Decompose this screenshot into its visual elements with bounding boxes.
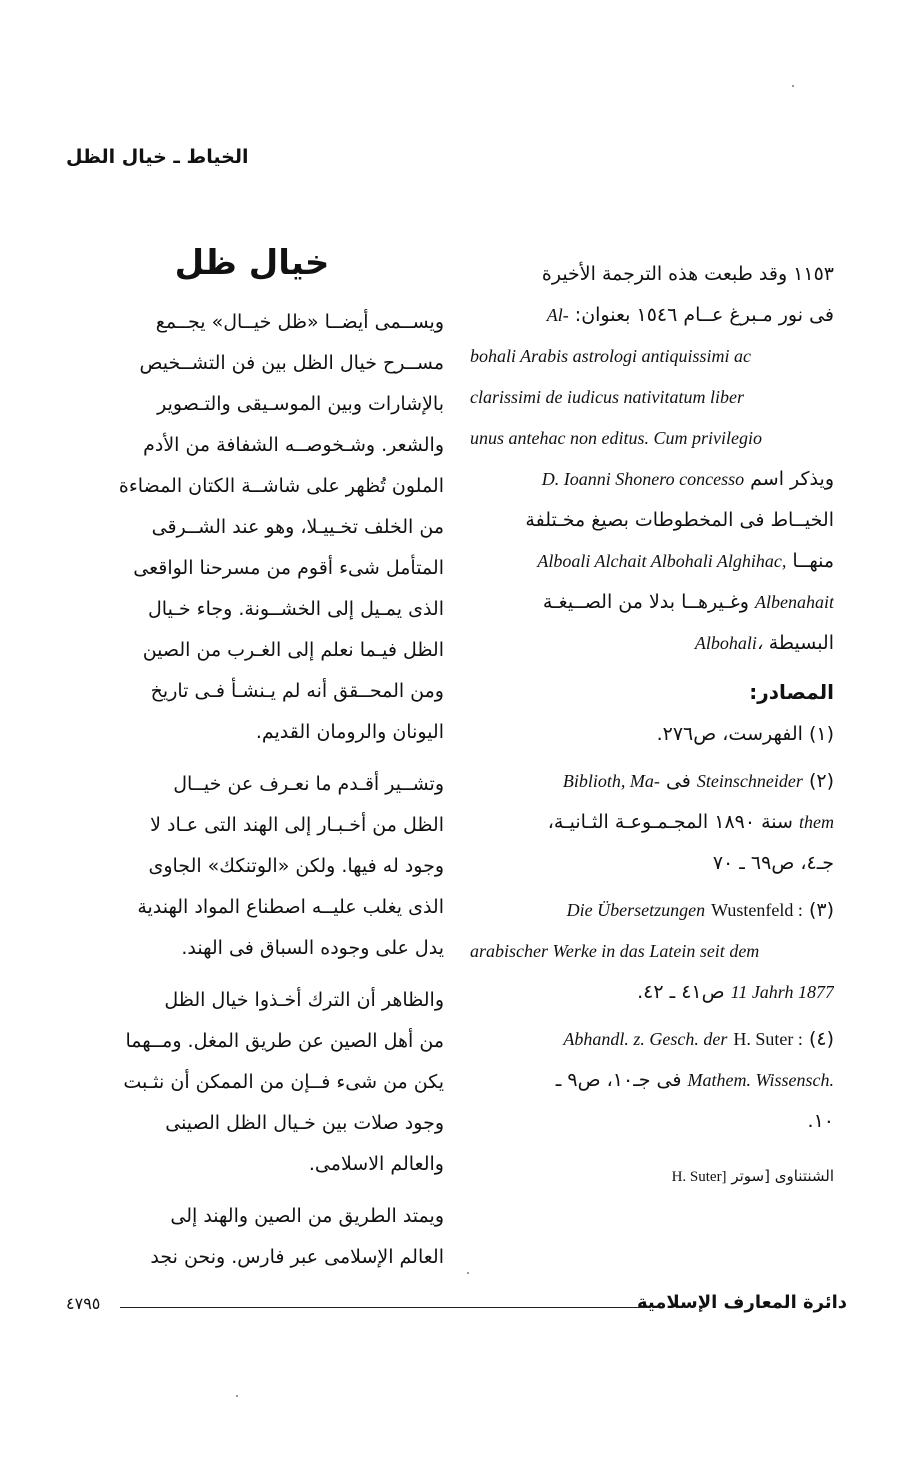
latin-text: H. Suter :: [733, 1029, 803, 1049]
article-paragraph-1: [60, 302, 444, 753]
text-line: الظل من أخـبـار إلى الهند التى عـاد لا: [150, 814, 444, 836]
latin-text: Die Übersetzungen: [566, 900, 706, 920]
scan-speck: [467, 1272, 469, 1274]
author-signature: [470, 1156, 834, 1196]
source-number: (٢): [808, 770, 834, 792]
text-line: [470, 541, 834, 582]
text-segment: فى: [665, 770, 691, 792]
latin-text: Albenahait: [755, 592, 834, 612]
text-segment: البسيطة: [768, 632, 834, 654]
latin-text: Mathem. Wissensch.: [687, 1070, 834, 1090]
source-number: (٤): [808, 1028, 834, 1050]
text-line: وجود صلات بين خـيال الظل الصينى: [165, 1112, 444, 1134]
text-line: [470, 623, 834, 664]
source-item-1: [470, 714, 834, 755]
page-number: ٤٧٩٥: [66, 1294, 101, 1313]
source-line: جـ٤، ص٦٩ ـ ٧٠: [712, 852, 834, 874]
text-line: يكن من شىء فــإن من الممكن أن نثـبت: [123, 1071, 444, 1093]
source-line: (١) الفهرست، ص٢٧٦.: [656, 723, 834, 745]
text-segment: منهــا: [792, 550, 834, 572]
running-header: الخياط ـ خيال الظل: [66, 146, 249, 168]
latin-text: Alboali Alchait Albohali Alghihac,: [537, 551, 787, 571]
text-line: من أهل الصين عن طريق المغل. ومــهما: [125, 1030, 444, 1052]
source-line: [470, 761, 834, 802]
source-line: [470, 802, 834, 843]
text-line: وجود له فيها. ولكن «الوتنكك» الجاوى: [148, 855, 444, 877]
latin-text: Abhandl. z. Gesch. der: [563, 1029, 728, 1049]
text-segment: سنة ١٨٩٠ المجـمـوعـة الثـانيـة،: [547, 811, 793, 833]
text-line: الذى يمـيل إلى الخشــونة. وجاء خـيال: [147, 598, 444, 620]
text-line: ومن المحــقق أنه لم يـنشـأ فـى تاريخ: [150, 680, 444, 702]
text-line: من الخلف تخـييـلا، وهو عند الشــرقى: [151, 516, 444, 538]
article-paragraph-2: [60, 764, 444, 969]
text-line: الظل فيـما نعلم إلى الغـرب من الصين: [142, 639, 444, 661]
author-name-latin: H. Suter]: [671, 1169, 727, 1185]
latin-line: clarissimi de iudicus nativitatum liber: [470, 387, 744, 407]
article-title: خيال ظل: [174, 243, 330, 283]
text-line: الخيــاط فى المخطوطات بصيغ مخـتلفة: [525, 509, 834, 531]
latin-line: unus antehac non editus. Cum privilegio: [470, 428, 762, 448]
text-line: ويمتد الطريق من الصين والهند إلى: [170, 1205, 444, 1227]
text-line: بالإشارات وبين الموسـيقى والتـصوير: [157, 393, 444, 415]
latin-text: 11 Jahrh 1877: [730, 982, 834, 1002]
latin-text: Wustenfeld :: [711, 900, 803, 920]
text-line: ١١٥٣ وقد طبعت هذه الترجمة الأخيرة: [541, 263, 834, 285]
text-line: المتأمل شىء أقوم من مسرحنا الواقعى: [133, 557, 444, 579]
latin-text: Al-: [546, 305, 569, 325]
scan-speck: [792, 85, 794, 87]
source-line: ١٠.: [807, 1110, 834, 1132]
article-column: [60, 238, 444, 1278]
text-line: ويســمى أيضــا «ظل خيــال» يجــمع: [155, 311, 444, 333]
source-line: [470, 1060, 834, 1101]
article-paragraph-4: [60, 1196, 444, 1278]
text-line: [470, 295, 834, 336]
text-line: الملون تُظهر على شاشــة الكتان المضاءة: [118, 475, 444, 497]
latin-text: Albohali،: [694, 633, 763, 653]
latin-text: Steinschneider: [696, 771, 803, 791]
footer-rule: [120, 1307, 648, 1308]
publication-title: دائرة المعارف الإسلامية: [636, 1292, 847, 1313]
source-line: [470, 890, 834, 931]
text-segment: فى نور مـبرغ عــام ١٥٤٦ بعنوان:: [574, 304, 834, 326]
text-line: يدل على وجوده السباق فى الهند.: [181, 937, 444, 959]
text-segment: وغـيرهــا بدلا من الصــيغـة: [542, 591, 749, 613]
text-line: [470, 459, 834, 500]
latin-text: D. Ioanni Shonero concesso: [541, 469, 745, 489]
latin-line: bohali Arabis astrologi antiquissimi ac: [470, 346, 752, 366]
source-item-4: [470, 1019, 834, 1142]
latin-text: them: [799, 812, 834, 832]
source-line: [470, 1019, 834, 1060]
text-line: [470, 582, 834, 623]
source-number: (٣): [808, 899, 834, 921]
article-paragraph-3: [60, 980, 444, 1185]
text-line: مســرح خيال الظل بين فن التشــخيص: [139, 352, 444, 374]
text-segment: ويذكر اسم: [750, 468, 834, 490]
latin-text: Biblioth, Ma-: [562, 771, 660, 791]
sources-heading: المصادر:: [749, 680, 834, 704]
text-segment: فى جـ١٠، ص٩ ـ: [555, 1069, 682, 1091]
scan-speck: [236, 1395, 238, 1397]
text-line: والظاهر أن الترك أخـذوا خيال الظل: [164, 989, 444, 1011]
continuation-column: [470, 254, 834, 1196]
text-line: اليونان والرومان القديم.: [255, 721, 444, 743]
author-name-arabic: الشنتناوى [سوتر: [731, 1167, 834, 1185]
latin-line: arabischer Werke in das Latein seit dem: [470, 941, 760, 961]
source-item-2: [470, 761, 834, 884]
text-line: الذى يغلب عليــه اصطناع المواد الهندية: [137, 896, 444, 918]
text-segment: ص٤١ ـ ٤٢.: [637, 981, 725, 1003]
text-line: والعالم الاسلامى.: [308, 1153, 444, 1175]
text-line: وتشــير أقـدم ما نعـرف عن خيــال: [173, 773, 444, 795]
source-item-3: [470, 890, 834, 1013]
source-line: [470, 972, 834, 1013]
text-line: العالم الإسلامى عبر فارس. ونحن نجد: [150, 1246, 444, 1268]
text-line: والشعر. وشـخوصــه الشفافة من الأدم: [143, 434, 444, 456]
